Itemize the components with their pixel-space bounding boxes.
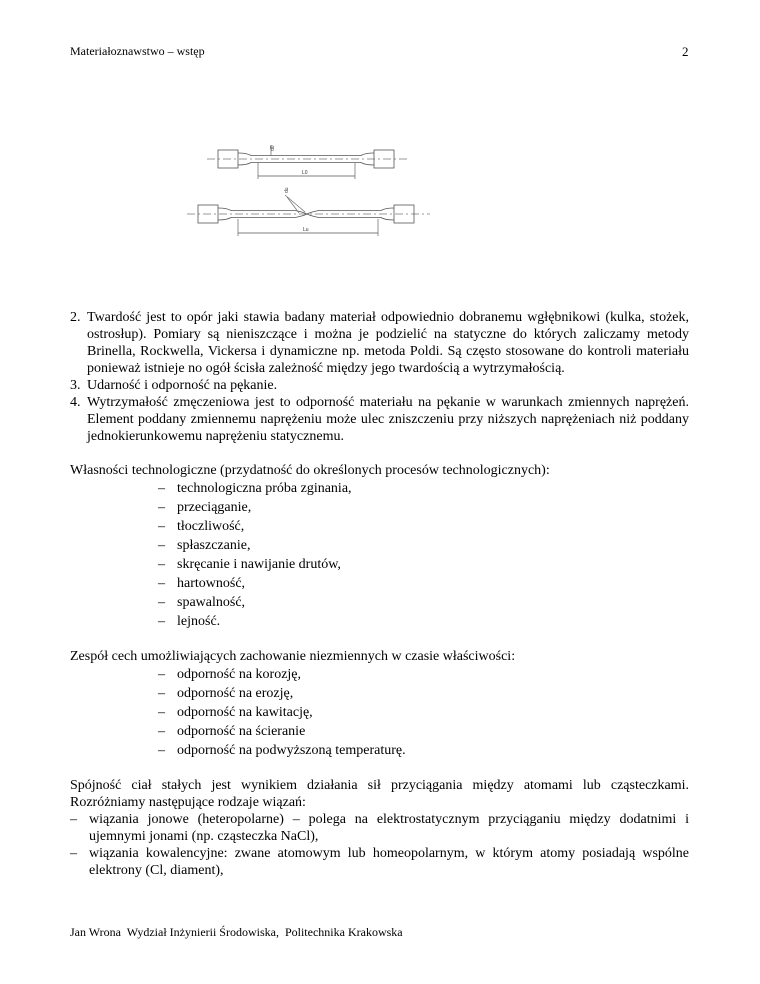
list-item: [70, 394, 689, 445]
page-number: 2: [682, 44, 689, 59]
numbered-list: [70, 309, 689, 445]
label-l0: L0: [302, 170, 308, 176]
list-text: Udarność i odporność na pękanie.: [87, 378, 278, 393]
list-item: – wiązania jonowe (heteropolarne) – polega na elektrostatycznym przyciąganiu między dodatnimi i ujemnymi jonami (np. cząsteczka NaCl),: [70, 812, 689, 844]
list-item: – odporność na ścieranie: [158, 724, 306, 739]
list-item: – odporność na erozję,: [158, 686, 294, 701]
document-body: [70, 309, 689, 879]
list-number: 4.: [70, 395, 81, 410]
tech-properties-list: [70, 479, 689, 631]
durability-intro: Zespół cech umożliwiających zachowanie niezmiennych w czasie właściwości:: [70, 649, 516, 664]
list-item: – odporność na podwyższoną temperaturę.: [158, 743, 406, 758]
list-item: – przeciąganie,: [158, 500, 252, 515]
list-number: 2.: [70, 310, 81, 325]
durability-list: [70, 665, 689, 760]
list-item: [70, 309, 689, 377]
list-item: – spłaszczanie,: [158, 538, 251, 553]
bond-types-list: [70, 811, 689, 879]
label-lu: Lu: [303, 227, 309, 233]
list-item: – wiązania kowalencyjne: zwane atomowym lub homeopolarnym, w którym atomy posiadają wspólne elektrony (Cl, diament),: [70, 846, 689, 878]
list-item: – skręcanie i nawijanie drutów,: [158, 557, 341, 572]
list-item: [70, 377, 689, 394]
footer: Jan Wrona Wydział Inżynierii Środowiska, Politechnika Krakowska: [70, 925, 403, 939]
cohesion-intro: Spójność ciał stałych jest wynikiem działania sił przyciągania między atomami lub cząsteczkami. Rozróżniamy następujące rodzaje wiązań:: [70, 778, 689, 810]
list-item: – hartowność,: [158, 576, 246, 591]
header-title: Materiałoznawstwo – wstęp: [70, 44, 205, 58]
list-item: – odporność na kawitację,: [158, 705, 313, 720]
list-item: – spawalność,: [158, 595, 246, 610]
list-item: – tłoczliwość,: [158, 519, 245, 534]
list-item: – odporność na korozję,: [158, 667, 302, 682]
tech-properties-intro: Własności technologiczne (przydatność do określonych procesów technologicznych):: [70, 463, 550, 478]
list-text: Wytrzymałość zmęczeniowa jest to odporność materiału na pękanie w warunkach zmiennych naprężeń. Element poddany zmiennemu naprężeniu może ulec zniszczeniu przy niższych naprężeniach niż poddany jednokierunkowemu naprężeniu statycznemu.: [87, 395, 689, 444]
list-text: Twardość jest to opór jaki stawia badany materiał odpowiednio dobranemu wgłębnikowi (kulka, stożek, ostrosłup). Pomiary są nieniszczące i można je podzielić na statyczne do których zaliczamy metody Brinella, Rockwella, Vickersa i dynamiczne np. metoda Poldi. Są często stosowane do kontroli materiału ponieważ istnieje no ogół ścisła zależność między jego twardością a wytrzymałością.: [87, 310, 689, 376]
label-d0: d0: [270, 145, 276, 151]
list-number: 3.: [70, 378, 81, 393]
label-du: du: [284, 187, 290, 193]
tensile-specimen-figure: [185, 135, 435, 245]
list-item: – technologiczna próba zginania,: [158, 481, 352, 496]
list-item: – lejność.: [158, 614, 221, 629]
